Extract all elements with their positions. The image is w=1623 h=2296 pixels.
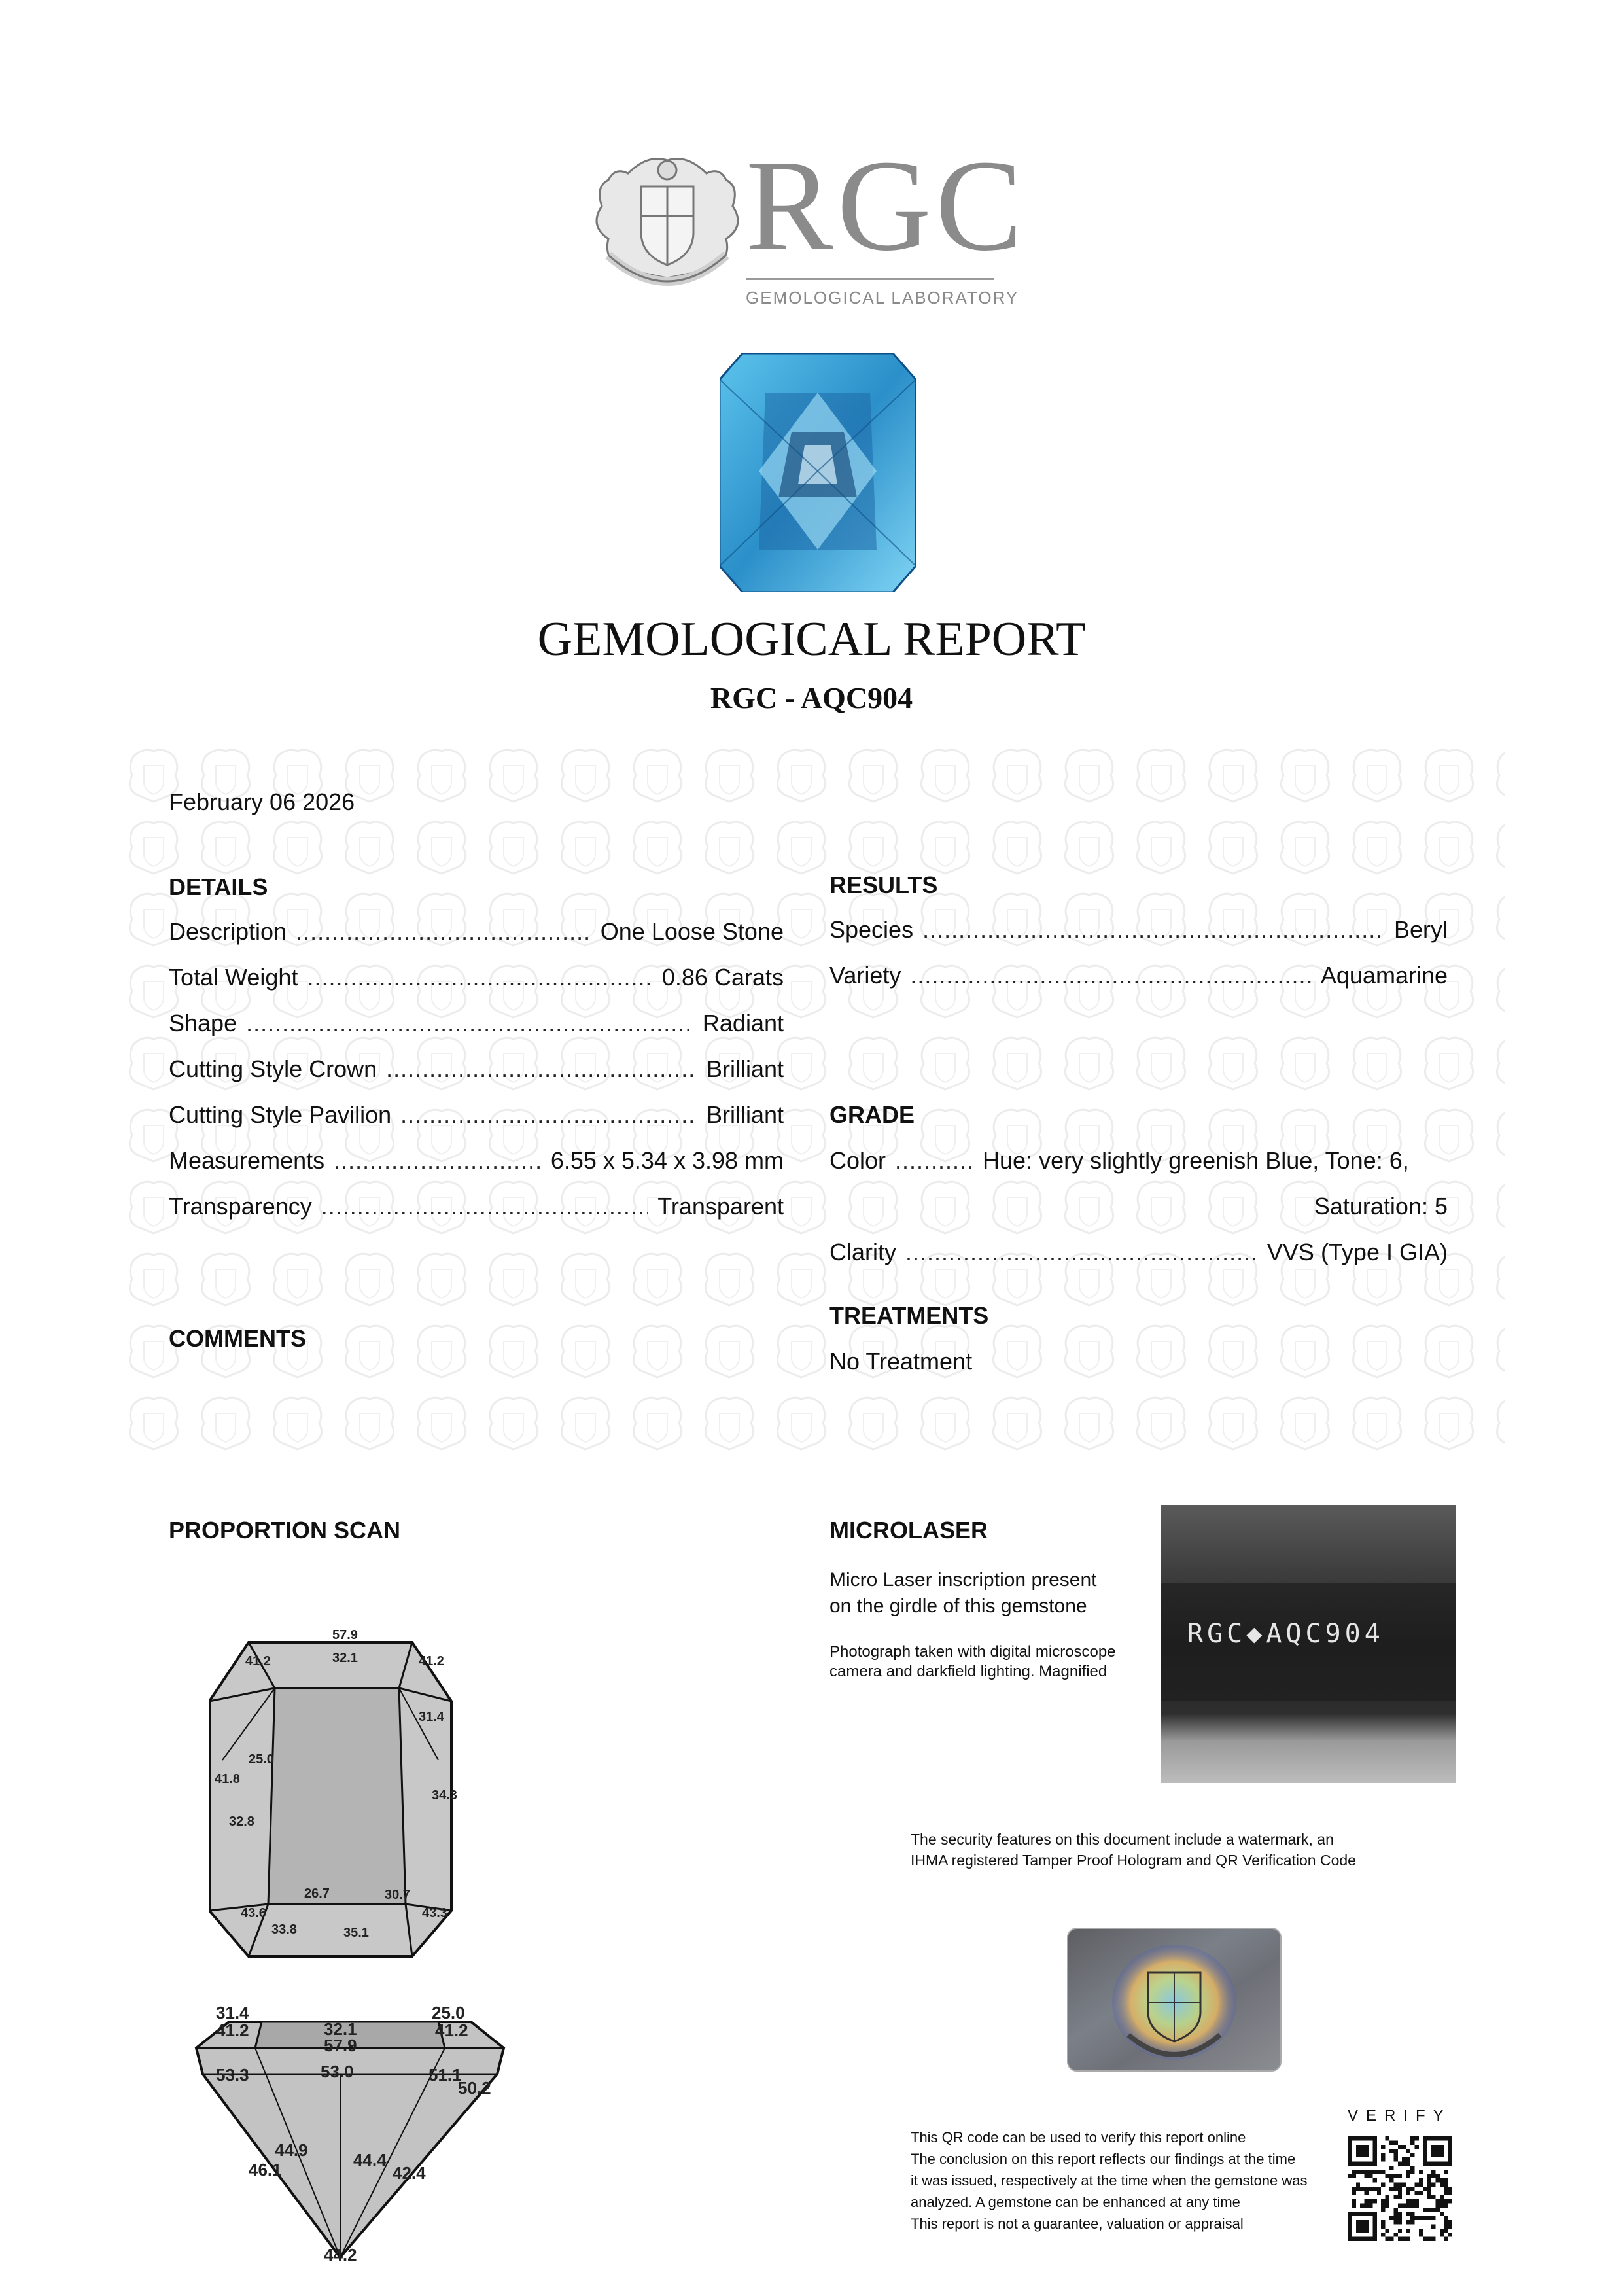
result-value: Beryl bbox=[1393, 916, 1448, 943]
grade-label: Color bbox=[829, 1147, 886, 1174]
result-value: Aquamarine bbox=[1320, 962, 1448, 989]
microlaser-line: Micro Laser inscription present bbox=[829, 1569, 1097, 1591]
security-note bbox=[911, 1829, 1454, 1871]
grade-row-color bbox=[829, 1147, 1448, 1174]
microlaser-photo bbox=[1161, 1505, 1456, 1783]
scan-label: 30.7 bbox=[385, 1888, 410, 1902]
scan-label: 53.3 bbox=[216, 2065, 249, 2085]
treatments-heading: TREATMENTS bbox=[829, 1302, 989, 1329]
microlaser-line: on the girdle of this gemstone bbox=[829, 1595, 1087, 1617]
scan-label: 43.3 bbox=[422, 1906, 447, 1920]
scan-label: 43.6 bbox=[241, 1906, 266, 1920]
grade-label: Clarity bbox=[829, 1239, 897, 1265]
verify-line: This report is not a guarantee, valuation or appraisal bbox=[911, 2216, 1244, 2232]
microlaser-heading: MICROLASER bbox=[829, 1517, 988, 1544]
scan-label: 41.2 bbox=[435, 2021, 468, 2040]
scan-label: 34.3 bbox=[432, 1788, 457, 1803]
result-row-variety bbox=[829, 962, 1448, 989]
scan-label: 51.1 bbox=[428, 2065, 462, 2085]
verify-line: This QR code can be used to verify this report online bbox=[911, 2129, 1246, 2146]
report-date: February 06 2026 bbox=[169, 788, 355, 815]
security-line: IHMA registered Tamper Proof Hologram and QR Verification Code bbox=[911, 1852, 1356, 1869]
result-label: Species bbox=[829, 916, 914, 943]
grade-value: VVS (Type I GIA) bbox=[1266, 1239, 1448, 1265]
detail-label: Shape bbox=[169, 1010, 237, 1036]
grade-row-clarity bbox=[829, 1239, 1448, 1266]
grade-value: Hue: very slightly greenish Blue, Tone: 6, bbox=[983, 1147, 1409, 1174]
scan-label: 25.0 bbox=[432, 2003, 465, 2022]
scan-label: 46.1 bbox=[249, 2160, 282, 2180]
scan-label: 57.9 bbox=[324, 2036, 357, 2055]
detail-row-cutting-crown bbox=[169, 1055, 784, 1083]
scan-label: 32.1 bbox=[324, 2019, 357, 2039]
gemstone-photo bbox=[720, 353, 916, 592]
logo-wordmark: RGC bbox=[746, 133, 1027, 278]
proportion-scan-heading: PROPORTION SCAN bbox=[169, 1517, 401, 1544]
detail-row-shape bbox=[169, 1010, 784, 1037]
scan-label: 25.0 bbox=[249, 1752, 274, 1767]
verify-line: The conclusion on this report reflects our findings at the time bbox=[911, 2151, 1296, 2167]
scan-label: 44.4 bbox=[353, 2150, 387, 2170]
scan-label: 42.4 bbox=[393, 2163, 426, 2183]
verify-label: VERIFY bbox=[1348, 2107, 1452, 2125]
result-row-species bbox=[829, 916, 1448, 944]
scan-label: 41.2 bbox=[216, 2021, 249, 2040]
detail-value: Transparent bbox=[657, 1193, 784, 1220]
detail-value: Radiant bbox=[702, 1010, 784, 1036]
results-heading: RESULTS bbox=[829, 872, 938, 898]
tamper-proof-hologram bbox=[1066, 1927, 1282, 2072]
detail-value: 0.86 Carats bbox=[661, 964, 784, 991]
scan-label: 32.8 bbox=[229, 1814, 254, 1829]
scan-label: 31.4 bbox=[216, 2003, 249, 2022]
treatments-value: No Treatment bbox=[829, 1348, 973, 1375]
detail-row-transparency bbox=[169, 1193, 784, 1220]
detail-value: Brilliant bbox=[706, 1101, 784, 1128]
detail-value: One Loose Stone bbox=[600, 918, 784, 945]
detail-label: Transparency bbox=[169, 1193, 312, 1220]
scan-label: 41.8 bbox=[215, 1772, 240, 1786]
detail-row-measurements bbox=[169, 1147, 784, 1174]
detail-label: Measurements bbox=[169, 1147, 325, 1174]
result-label: Variety bbox=[829, 962, 901, 989]
scan-label: 35.1 bbox=[343, 1926, 369, 1940]
detail-label: Description bbox=[169, 918, 287, 945]
verify-note bbox=[911, 2127, 1329, 2234]
detail-value: Brilliant bbox=[706, 1055, 784, 1082]
scan-label: 44.9 bbox=[275, 2140, 308, 2160]
scan-label: 53.0 bbox=[321, 2062, 354, 2081]
grade-color-saturation: Saturation: 5 bbox=[1314, 1193, 1448, 1220]
proportion-scan-top-view bbox=[209, 1629, 497, 1969]
scan-label: 41.2 bbox=[245, 1654, 271, 1669]
detail-row-cutting-pavilion bbox=[169, 1101, 784, 1129]
comments-heading: COMMENTS bbox=[169, 1325, 306, 1352]
microlaser-caption-line: Photograph taken with digital microscope bbox=[829, 1643, 1116, 1661]
detail-label: Total Weight bbox=[169, 964, 298, 991]
scan-label: 33.8 bbox=[271, 1922, 297, 1937]
logo-divider bbox=[746, 278, 994, 280]
scan-label: 57.9 bbox=[332, 1629, 358, 1642]
security-line: The security features on this document include a watermark, an bbox=[911, 1831, 1334, 1848]
scan-label: 31.4 bbox=[419, 1710, 444, 1724]
report-title: GEMOLOGICAL REPORT bbox=[537, 612, 1086, 666]
scan-label: 50.2 bbox=[458, 2078, 491, 2098]
microlaser-caption-line: camera and darkfield lighting. Magnified bbox=[829, 1663, 1108, 1680]
qr-code-icon[interactable] bbox=[1348, 2136, 1452, 2241]
scan-label: 32.1 bbox=[332, 1651, 358, 1665]
verify-line: analyzed. A gemstone can be enhanced at any time bbox=[911, 2194, 1240, 2210]
report-number: RGC - AQC904 bbox=[710, 681, 913, 715]
detail-row-total-weight bbox=[169, 964, 784, 991]
detail-label: Cutting Style Crown bbox=[169, 1055, 377, 1082]
grade-heading: GRADE bbox=[829, 1101, 915, 1128]
verify-line: it was issued, respectively at the time when the gemstone was bbox=[911, 2172, 1308, 2189]
scan-label: 44.2 bbox=[324, 2245, 357, 2265]
detail-row-description bbox=[169, 918, 784, 945]
scan-label: 41.2 bbox=[419, 1654, 444, 1669]
detail-value: 6.55 x 5.34 x 3.98 mm bbox=[550, 1147, 784, 1174]
microlaser-caption bbox=[829, 1642, 1116, 1682]
detail-label: Cutting Style Pavilion bbox=[169, 1101, 392, 1128]
scan-label: 26.7 bbox=[304, 1886, 330, 1901]
microlaser-description bbox=[829, 1567, 1097, 1619]
microlaser-inscription: RGC◆AQC904 bbox=[1187, 1619, 1384, 1649]
logo-subtitle: GEMOLOGICAL LABORATORY bbox=[746, 288, 1019, 308]
proportion-scan-side-view bbox=[190, 1996, 517, 2270]
details-heading: DETAILS bbox=[169, 874, 268, 900]
